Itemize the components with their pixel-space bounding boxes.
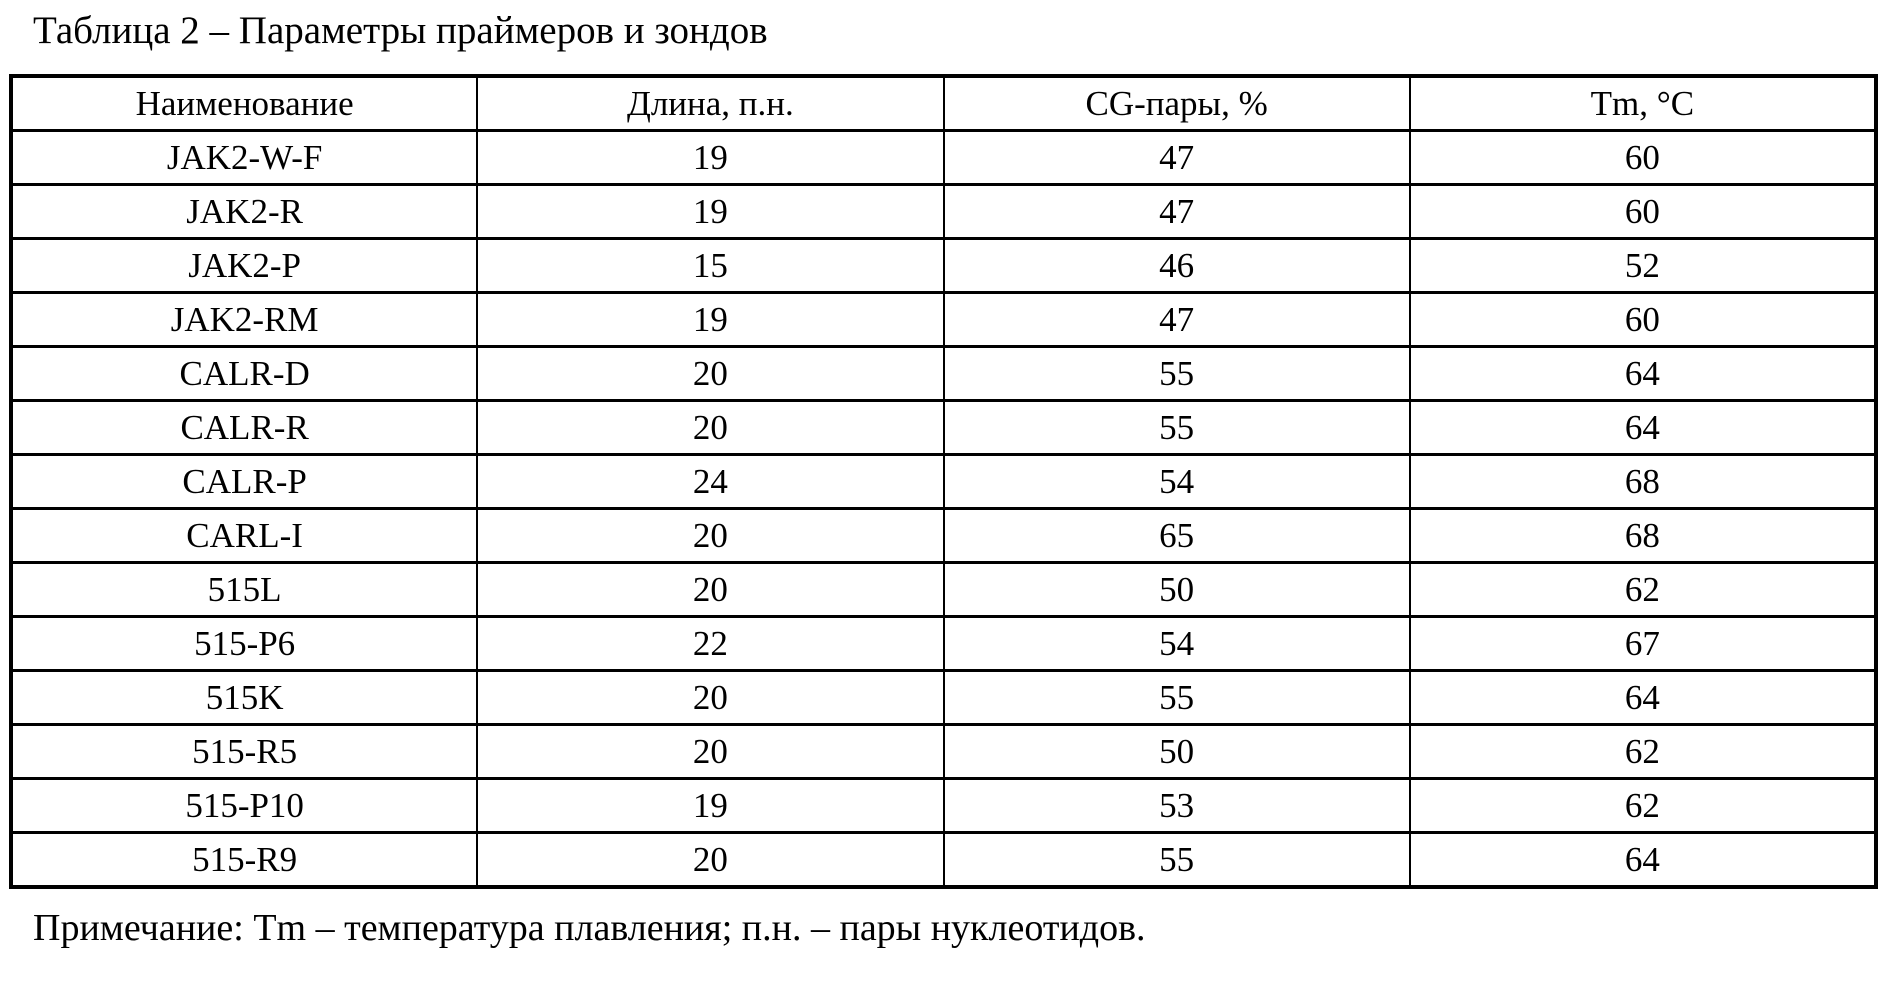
- table-cell: 20: [477, 347, 943, 401]
- table-cell: 65: [944, 509, 1410, 563]
- table-row: [11, 131, 1876, 185]
- table-cell: 19: [477, 293, 943, 347]
- table-cell: 53: [944, 779, 1410, 833]
- table-cell: 62: [1410, 563, 1876, 617]
- table-cell: 20: [477, 401, 943, 455]
- table-cell: 64: [1410, 833, 1876, 888]
- table-cell: 60: [1410, 131, 1876, 185]
- table-cell: 19: [477, 185, 943, 239]
- table-row: [11, 779, 1876, 833]
- table-cell: 50: [944, 725, 1410, 779]
- table-cell: 55: [944, 671, 1410, 725]
- table-row: [11, 833, 1876, 888]
- column-header: Наименование: [11, 76, 477, 131]
- table-cell: 46: [944, 239, 1410, 293]
- table-cell: 515-P6: [11, 617, 477, 671]
- table-cell: CALR-P: [11, 455, 477, 509]
- table-row: [11, 347, 1876, 401]
- table-cell: 24: [477, 455, 943, 509]
- table-cell: 62: [1410, 779, 1876, 833]
- table-cell: CARL-I: [11, 509, 477, 563]
- table-cell: 54: [944, 617, 1410, 671]
- table-cell: 55: [944, 401, 1410, 455]
- table-cell: 47: [944, 131, 1410, 185]
- table-row: [11, 293, 1876, 347]
- table-caption: Таблица 2 – Параметры праймеров и зондов: [33, 9, 768, 52]
- table-cell: 55: [944, 347, 1410, 401]
- table-cell: 52: [1410, 239, 1876, 293]
- table-cell: 55: [944, 833, 1410, 888]
- table-cell: 47: [944, 293, 1410, 347]
- column-header: Длина, п.н.: [477, 76, 943, 131]
- table-cell: 64: [1410, 347, 1876, 401]
- table-row: [11, 563, 1876, 617]
- column-header: Tm, °C: [1410, 76, 1876, 131]
- table-cell: JAK2-P: [11, 239, 477, 293]
- table-cell: 62: [1410, 725, 1876, 779]
- table-row: [11, 185, 1876, 239]
- table-cell: 60: [1410, 293, 1876, 347]
- table-cell: 20: [477, 563, 943, 617]
- table-cell: 68: [1410, 455, 1876, 509]
- table-cell: 515-R9: [11, 833, 477, 888]
- table-cell: 515-R5: [11, 725, 477, 779]
- table-cell: 50: [944, 563, 1410, 617]
- table-head: [11, 76, 1876, 131]
- table-row: [11, 671, 1876, 725]
- table-cell: 20: [477, 671, 943, 725]
- table-cell: CALR-D: [11, 347, 477, 401]
- table-cell: 60: [1410, 185, 1876, 239]
- table-cell: 19: [477, 779, 943, 833]
- table-cell: JAK2-W-F: [11, 131, 477, 185]
- table-cell: 64: [1410, 671, 1876, 725]
- table-cell: 22: [477, 617, 943, 671]
- table-row: [11, 509, 1876, 563]
- table-row: [11, 617, 1876, 671]
- table-cell: JAK2-RM: [11, 293, 477, 347]
- table-cell: 20: [477, 725, 943, 779]
- table-body: [11, 131, 1876, 888]
- table-cell: 20: [477, 833, 943, 888]
- table-cell: 515-P10: [11, 779, 477, 833]
- table-cell: 68: [1410, 509, 1876, 563]
- table-cell: 67: [1410, 617, 1876, 671]
- table-cell: 515K: [11, 671, 477, 725]
- column-header: CG-пары, %: [944, 76, 1410, 131]
- primers-parameters-table: [9, 74, 1878, 889]
- table-row: [11, 401, 1876, 455]
- table-cell: 15: [477, 239, 943, 293]
- table-row: [11, 725, 1876, 779]
- table-footnote: Примечание: Tm – температура плавления; п.н. – пары нуклеотидов.: [33, 907, 1146, 949]
- table-cell: JAK2-R: [11, 185, 477, 239]
- table-cell: 19: [477, 131, 943, 185]
- table-row: [11, 455, 1876, 509]
- table-cell: 20: [477, 509, 943, 563]
- table-row: [11, 239, 1876, 293]
- table-cell: 47: [944, 185, 1410, 239]
- table-cell: 54: [944, 455, 1410, 509]
- table-cell: CALR-R: [11, 401, 477, 455]
- table-cell: 515L: [11, 563, 477, 617]
- table-header-row: [11, 76, 1876, 131]
- table-cell: 64: [1410, 401, 1876, 455]
